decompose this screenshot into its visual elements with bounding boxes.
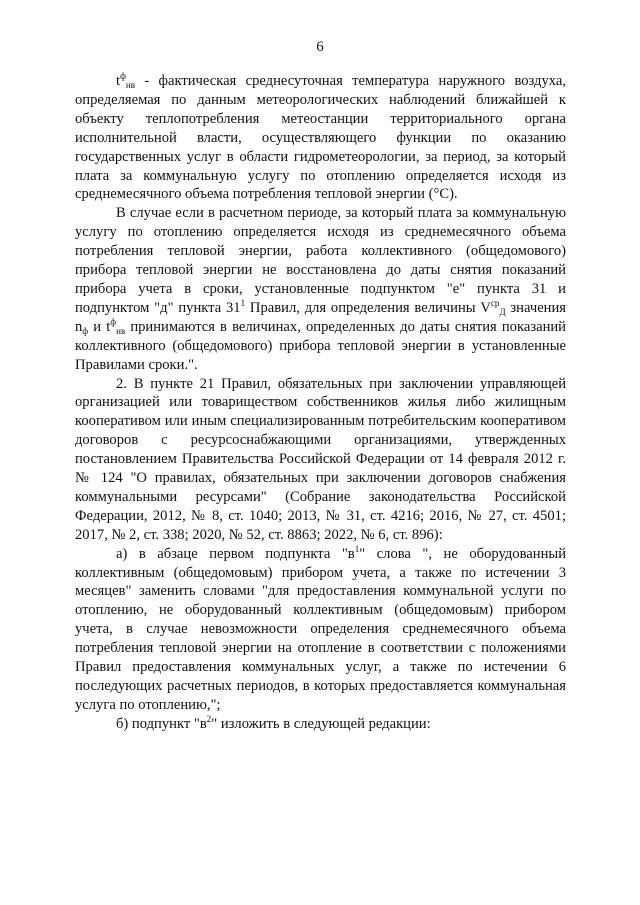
document-body (75, 72, 566, 734)
page-number: 6 (316, 39, 324, 55)
symbol-n-f: $n_ф$ (75, 318, 89, 336)
symbol-t-nv-2: $t^ф_{нв}$ (106, 316, 126, 336)
paragraph-temperature-definition: $t^ф_{нв}$ - фактическая среднесуточная температура наружного воздуха, определяемая по данным метеорологических наблюдений ближайшей к объекту теплопотребления метеостанции территориального органа исполнительной власти, осуществляющего функции по оказанию государственных услуг в области гидрометеорологии, за период, за который плата за коммунальную услугу по отоплению определяется исходя из среднемесячного объема потребления тепловой энергии (°С). (75, 71, 566, 203)
symbol-v-d-cp: $V^{ср}_Д$ (480, 297, 506, 317)
paragraph-calculation-period: В случае если в расчетном периоде, за который плата за коммунальную услугу по отоплению определяется исходя из среднемесячного объема потребления тепловой энергии, работа коллективного (общедомового) прибора тепловой энергии не восстановлена до даты снятия показаний прибора учета в сроки, установленные подпунктом "е" пункта 31 и подпунктом "д" пункта $31^1$ Правил, для определения величины $V^{ср}_Д$ значения $n_ф$ и $t^ф_{нв}$ принимаются в величинах, определенных до даты снятия показаний коллективного (общедомового) прибора тепловой энергии в установленные Правилами сроки.". (75, 205, 567, 373)
paragraph-item-2: 2. В пункте 21 Правил, обязательных при заключении управляющей организацией или товариществом собственников жилья либо жилищным кооперативом или иным специализированным потребительским кооперативом договоров с ресурсоснабжающими организациями, утвержденных постановлением Правительства Российской Федерации от 14 февраля 2012 г. № 124 "О правилах, обязательных при заключении договоров снабжения коммунальными ресурсами" (Собрание законодательства Российской Федерации, 2012, № 8, ст. 1040; 2013, № 31, ст. 4216; 2016, № 27, ст. 4501; 2017, № 2, ст. 338; 2020, № 52, ст. 8863; 2022, № 6, ст. 896): (75, 375, 566, 543)
symbol-t-nv: $t^ф_{нв}$ (116, 71, 135, 90)
paragraph-subitem-a: а) в абзаце первом подпункта "$в^1$" слова ", не оборудованный коллективным (общедомовым) прибором учета, а также по истечении 3 месяцев" заменить словами "для предоставления коммунальной услуги по отоплению, не оборудованный коллективным (общедомовым) прибором учета, в случае невозможности определения среднемесячного объема потребления тепловой энергии на отопление в соответствии с положениями Правил предоставления коммунальных услуг, а также по истечении 6 последующих расчетных периодов, в которых предоставляется коммунальная услуга по отоплению,"; (75, 543, 566, 713)
paragraph-subitem-b: б) подпункт "$в^2$" изложить в следующей редакции: (116, 713, 431, 732)
